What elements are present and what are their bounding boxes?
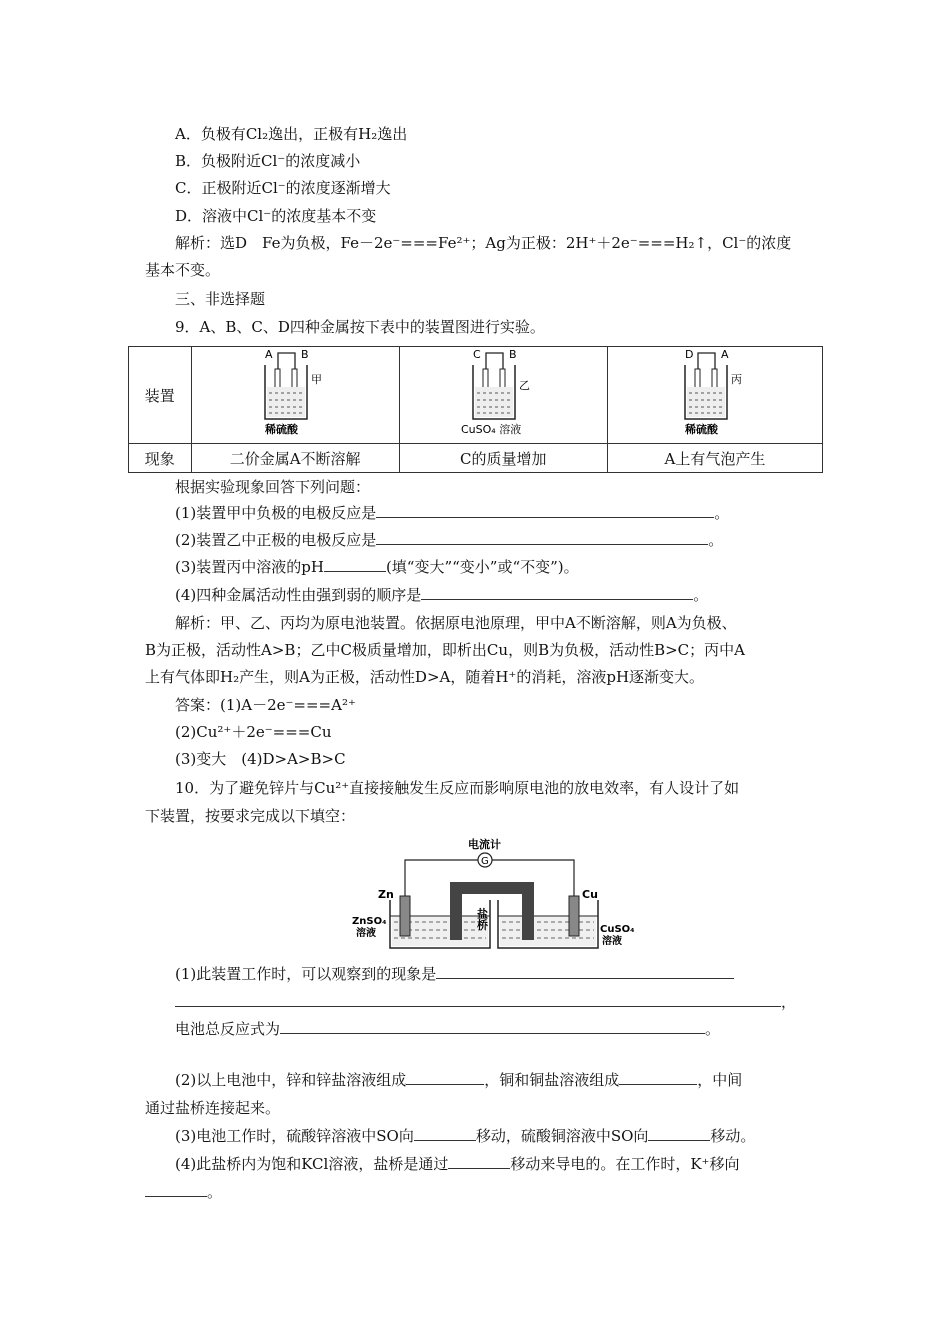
q9-answer-2: (2)Cu²⁺＋2e⁻===Cu — [175, 723, 332, 741]
device-yi — [399, 347, 607, 444]
svg-text:ZnSO₄: ZnSO₄ — [352, 916, 387, 927]
answer-blank[interactable] — [376, 503, 714, 518]
phenomenon-bing: A上有气泡产生 — [607, 444, 822, 473]
answer-blank[interactable] — [414, 1126, 476, 1141]
svg-text:A: A — [720, 348, 729, 361]
svg-text:溶液: 溶液 — [356, 928, 376, 939]
answer-blank[interactable] — [448, 1154, 510, 1169]
q10-part4-line1: (4)此盐桥内为饱和KCl溶液，盐桥是通过 移动来导电的。在工作时，K⁺移向 — [175, 1155, 740, 1173]
svg-text:稀硫酸: 稀硫酸 — [265, 423, 299, 436]
svg-text:A: A — [265, 348, 273, 361]
answer-blank[interactable] — [175, 992, 781, 1007]
svg-text:甲: 甲 — [311, 373, 323, 386]
answer-blank[interactable] — [648, 1126, 710, 1141]
q10-part1-line1: (1)此装置工作时，可以观察到的现象是 — [175, 964, 734, 984]
q9-part1: (1)装置甲中负极的电极反应是 。 — [175, 504, 730, 522]
phenomenon-yi: C的质量增加 — [399, 444, 607, 473]
q9-analysis-line1: 解析：甲、乙、丙均为原电池装置。依据原电池原理，甲中A不断溶解，则A为负极、 — [175, 614, 737, 632]
q10-part1-line3: 电池总反应式为 。 — [175, 1020, 721, 1038]
q10-part4-line2: 。 — [145, 1182, 222, 1202]
q9-part4: (4)四种金属活动性由强到弱的顺序是 。 — [175, 586, 709, 604]
answer-blank[interactable] — [376, 530, 708, 545]
q9-part3: (3)装置丙中溶液的pH (填“变大”“变小”或“不变”)。 — [175, 558, 579, 576]
question-10-stem-line1: 10．为了避免锌片与Cu²⁺直接接触发生反应而影响原电池的放电效率，有人设计了如 — [175, 779, 740, 797]
option-a: A．负极有Cl₂逸出，正极有H₂逸出 — [175, 125, 408, 143]
q9-part2: (2)装置乙中正极的电极反应是 。 — [175, 531, 724, 549]
answer-blank[interactable] — [421, 585, 693, 600]
svg-text:D: D — [684, 348, 694, 361]
q9-answer-1: 答案：(1)A－2e⁻===A²⁺ — [175, 696, 356, 714]
svg-text:盐桥: 盐桥 — [475, 908, 489, 930]
svg-text:稀硫酸: 稀硫酸 — [684, 423, 718, 436]
svg-text:Zn: Zn — [378, 888, 394, 901]
question-10-stem-line2: 下装置，按要求完成以下填空： — [145, 807, 356, 825]
answer-blank[interactable] — [324, 557, 386, 572]
q9-analysis-line3: 上有气体即H₂产生，则A为正极，活动性D>A，随着H⁺的消耗，溶液pH逐渐变大。 — [145, 668, 705, 686]
beaker-jia-diagram — [235, 347, 355, 439]
experiment-table — [128, 346, 823, 473]
option-b: B．负极附近Cl⁻的浓度减小 — [175, 152, 361, 170]
phenomenon-jia: 二价金属A不断溶解 — [191, 444, 399, 473]
analysis-8-line1: 解析：选D Fe为负极，Fe－2e⁻===Fe²⁺；Ag为正极：2H⁺＋2e⁻===H₂↑，Cl⁻的浓度 — [175, 234, 792, 252]
svg-text:B: B — [301, 348, 309, 361]
svg-text:CuSO₄: CuSO₄ — [600, 924, 635, 935]
svg-text:乙: 乙 — [519, 379, 531, 392]
beaker-bing-diagram — [655, 347, 775, 439]
answer-blank[interactable] — [436, 964, 734, 979]
svg-text:丙: 丙 — [730, 373, 742, 386]
answer-blank[interactable] — [619, 1070, 697, 1085]
analysis-8-line2: 基本不变。 — [145, 261, 221, 279]
salt-bridge-cell-diagram — [350, 834, 650, 954]
svg-text:Cu: Cu — [582, 888, 598, 901]
row-header-device: 装置 — [129, 347, 192, 444]
section-title: 三、非选择题 — [175, 290, 266, 308]
device-bing — [607, 347, 822, 444]
row-header-phenomenon: 现象 — [129, 444, 192, 473]
answer-blank[interactable] — [145, 1182, 207, 1197]
question-9-stem: 9．A、B、C、D四种金属按下表中的装置图进行实验。 — [175, 318, 545, 336]
svg-text:B: B — [509, 348, 517, 361]
q9-answer-3: (3)变大 (4)D>A>B>C — [175, 750, 346, 768]
beaker-yi-diagram — [443, 347, 563, 439]
svg-text:G: G — [481, 856, 489, 867]
svg-text:CuSO₄ 溶液: CuSO₄ 溶液 — [461, 423, 522, 436]
svg-text:电流计: 电流计 — [468, 838, 501, 851]
q9-analysis-line2: B为正极，活动性A>B；乙中C极质量增加，即析出Cu，则B为负极，活动性B>C；丙中A — [145, 641, 745, 659]
q10-part2-line1: (2)以上电池中，锌和锌盐溶液组成 ，铜和铜盐溶液组成 ，中间 — [175, 1071, 743, 1089]
option-c: C．正极附近Cl⁻的浓度逐渐增大 — [175, 179, 391, 197]
answer-blank[interactable] — [406, 1070, 484, 1085]
q9-intro: 根据实验现象回答下列问题： — [175, 478, 371, 496]
device-jia — [191, 347, 399, 444]
q10-part2-line2: 通过盐桥连接起来。 — [145, 1099, 281, 1117]
q10-part1-line2: ， — [175, 992, 796, 1012]
answer-blank[interactable] — [280, 1019, 705, 1034]
q10-part3: (3)电池工作时，硫酸锌溶液中SO向 移动，硫酸铜溶液中SO向 移动。 — [175, 1127, 756, 1145]
svg-text:C: C — [473, 348, 481, 361]
svg-text:溶液: 溶液 — [602, 936, 622, 947]
option-d: D．溶液中Cl⁻的浓度基本不变 — [175, 207, 377, 225]
